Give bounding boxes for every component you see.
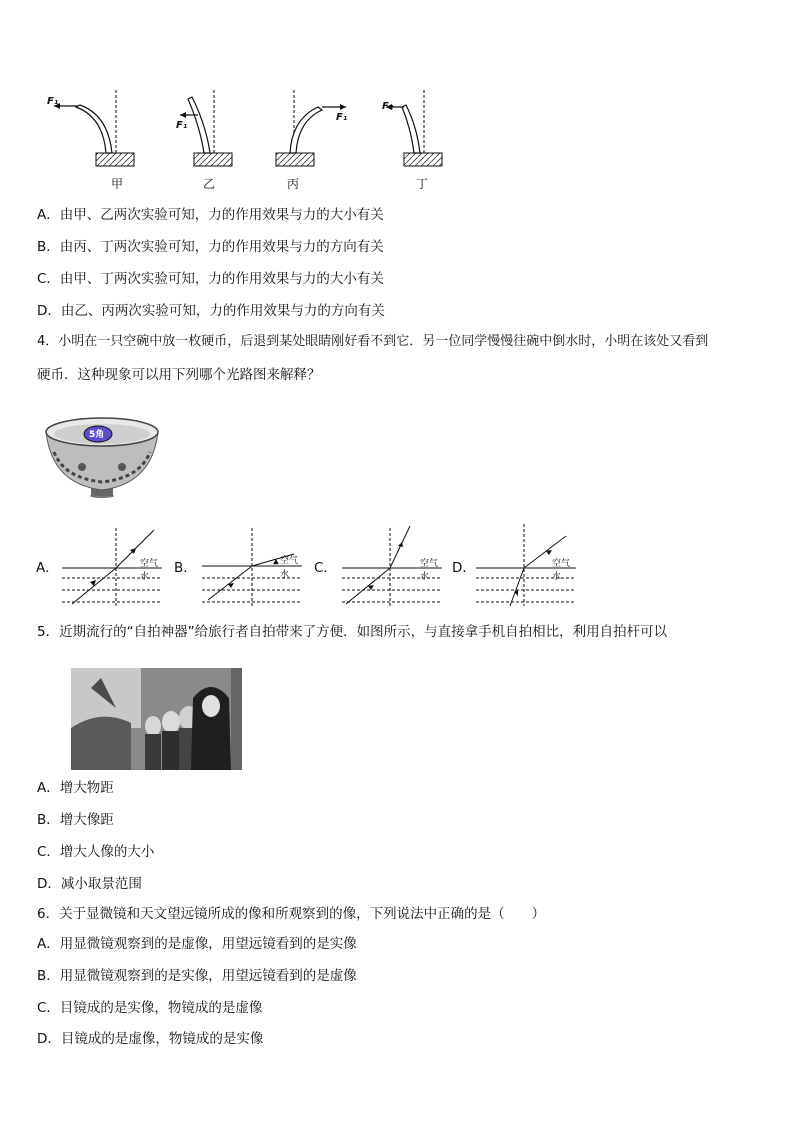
ruler-figure-ding [386,90,442,166]
water-label: 水 [140,572,150,582]
ruler-figure-bing [276,90,346,166]
q6-option-d: D．目镜成的是虚像，物镜成的是实像 [37,1031,264,1047]
diagram-letter-c: C． [314,560,337,576]
diagram-letter-a: A． [36,560,59,576]
q5-option-b: B．增大像距 [37,812,114,828]
diagram-letter-d: D． [452,560,476,576]
figure-label-bing: 丙 [287,177,300,191]
q5-option-a: A．增大物距 [37,780,114,796]
bowl-image [44,412,160,498]
force-label: F₂ [382,101,394,112]
coin-label: 5角 [89,430,105,440]
q6-option-b: B．用显微镜观察到的是实像，用望远镜看到的是虚像 [37,968,357,984]
q4-diagrams [36,520,596,610]
q3-option-d: D．由乙、丙两次实验可知，力的作用效果与力的方向有关 [37,303,385,319]
q3-option-a: A．由甲、乙两次实验可知，力的作用效果与力的大小有关 [37,207,384,223]
clamp-block [404,153,442,166]
bent-ruler [188,97,210,153]
q4-stem-line1: 4．小明在一只空碗中放一枚硬币，后退到某处眼睛刚好看不到它．另一位同学慢慢往碗中倒水时，小明在该处又看到 [37,334,709,349]
clamp-block [276,153,314,166]
figure-label-jia: 甲 [111,177,124,191]
q3-figure-svg [40,85,460,197]
arrow-head [180,112,186,118]
bent-ruler [76,105,112,153]
q6-stem: 6．关于显微镜和天文望远镜所成的像和所观察到的像，下列说法中正确的是（ ） [37,906,546,922]
selfie-photo-svg [71,668,242,770]
bowl-svg [44,412,160,498]
arrow-head [340,104,346,110]
clamp-block [96,153,134,166]
water-label: 水 [552,572,562,582]
q4-stem-line2: 硬币．这种现象可以用下列哪个光路图来解释？ [37,367,321,383]
figure-label-yi: 乙 [203,177,216,191]
q3-figure [40,85,460,197]
ruler-figure-yi [180,90,232,166]
air-label: 空气 [420,559,439,569]
force-label: F₁ [336,112,348,123]
q6-option-a: A．用显微镜观察到的是虚像，用望远镜看到的是实像 [37,936,357,952]
water-label: 水 [420,572,430,582]
water-label: 水 [280,570,290,580]
clamp-block [194,153,232,166]
air-label: 空气 [552,559,571,569]
q3-option-b: B．由丙、丁两次实验可知，力的作用效果与力的方向有关 [37,239,384,255]
air-label: 空气 [280,556,299,566]
q5-stem: 5．近期流行的“自拍神器”给旅行者自拍带来了方便．如图所示，与直接拿手机自拍相比，利用自拍杆可以 [37,624,668,640]
ruler-figure-jia [54,90,134,166]
diagram-letter-b: B． [174,560,197,576]
bent-ruler [290,107,322,153]
bent-ruler [402,105,420,153]
q6-option-c: C．目镜成的是实像，物镜成的是虚像 [37,1000,263,1016]
q3-option-c: C．由甲、丁两次实验可知，力的作用效果与力的大小有关 [37,271,384,287]
force-label: F₁ [176,120,188,131]
air-label: 空气 [140,559,159,569]
q5-option-c: C．增大人像的大小 [37,844,155,860]
force-label: F₁ [47,96,59,107]
selfie-photo [71,668,242,770]
q5-option-d: D．减小取景范围 [37,876,142,892]
figure-label-ding: 丁 [416,177,429,191]
